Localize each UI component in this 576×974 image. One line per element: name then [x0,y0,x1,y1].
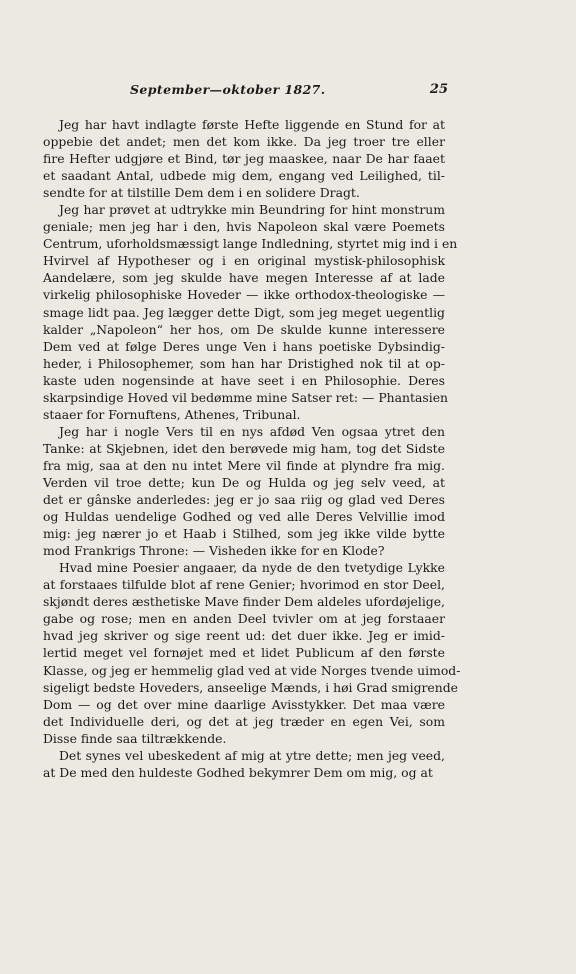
running-head [130,82,448,102]
text-line: skjøndt deres æsthetiske Mave finder Dem aldeles ufordøjelige, [43,594,445,610]
text-line: fra mig, saa at den nu intet Mere vil finde at plyndre fra mig. [43,457,445,473]
text-line: mod Frankrigs Throne: — Visheden ikke for en Klode? [43,543,385,559]
text-line: det er gânske anderledes: jeg er jo saa riig og glad ved Deres [43,492,445,508]
text-line: Aandelære, som jeg skulde have megen Interesse af at lade [43,270,445,286]
running-head-title: September—oktober 1827. [130,82,326,97]
text-line: lertid meget vel fornøjet med et lidet Publicum af den første [43,645,445,661]
text-line: sigeligt bedste Hoveders, anseelige Mænds, i høi Grad smigrende [43,679,459,695]
text-line: Dom — og det over mine daarlige Avisstykker. Det maa være [43,696,445,712]
text-line: Dem ved at følge Deres unge Ven i hans poetiske Dybsindig- [43,338,445,354]
text-line: Centrum, uforholdsmæssigt lange Indledning, styrtet mig ind i en [43,236,458,252]
text-line: geniale; men jeg har i den, hvis Napoleon skal være Poemets [43,219,445,235]
text-line: og Huldas uendelige Godhed og ved alle Deres Velvillie imod [43,509,445,525]
text-line: smage lidt paa. Jeg lægger dette Digt, som jeg meget uegentlig [43,304,445,320]
text-line: oppebie det andet; men det kom ikke. Da jeg troer tre eller [43,134,445,150]
text-line: Hvirvel af Hypotheser og i en original mystisk-philosophisk [43,253,445,269]
text-line: Verden vil troe dette; kun De og Hulda og jeg selv veed, at [43,474,445,490]
text-line: mig: jeg nærer jo et Haab i Stilhed, som jeg ikke vilde bytte [43,526,445,542]
text-line: Tanke: at Skjebnen, idet den berøvede mig ham, tog det Sidste [43,440,445,456]
text-line: fire Hefter udgjøre et Bind, tør jeg maaskee, naar De har faaet [43,151,445,167]
text-line: virkelig philosophiske Hoveder — ikke orthodox-theologiske — [43,287,445,303]
text-line: Jeg har havt indlagte første Hefte liggende en Stund for at [59,117,445,132]
text-line: at De med den huldeste Godhed bekymrer Dem om mig, og at [43,764,433,780]
text-line: kalder „Napoleon“ her hos, om De skulde kunne interessere [43,321,445,337]
text-line: Klasse, og jeg er hemmelig glad ved at vide Norges tvende uimod- [43,662,461,678]
text-line: sendte for at tilstille Dem dem i en solidere Dragt. [43,185,360,201]
page-number: 25 [429,82,448,97]
text-line: gabe og rose; men en anden Deel tvivler om at jeg forstaaer [43,611,445,627]
text-line: det Individuelle deri, og det at jeg træder en egen Vei, som [43,713,445,729]
text-line: heder, i Philosophemer, som han har Dristighed nok til at op- [43,355,445,371]
text-line: Jeg har i nogle Vers til en nys afdød Ven ogsaa ytret den [59,423,445,439]
text-line: Disse finde saa tiltrækkende. [43,730,227,746]
body-text [43,116,461,781]
text-line: hvad jeg skriver og sige reent ud: det duer ikke. Jeg er imid- [43,628,445,644]
text-line: Hvad mine Poesier angaaer, da nyde de den tvetydige Lykke [59,560,445,576]
text-line: staaer for Fornuftens, Athenes, Tribunal. [43,406,301,422]
text-line: Det synes vel ubeskedent af mig at ytre dette; men jeg veed, [59,747,445,763]
text-line: et saadant Antal, udbede mig dem, engang ved Leilighed, til- [43,168,445,184]
text-line: skarpsindige Hoved vil bedømme mine Satser ret: — Phantasien [43,389,449,405]
text-line: Jeg har prøvet at udtrykke min Beundring for hint monstrum [59,202,445,218]
text-line: at forstaaes tilfulde blot af rene Genier; hvorimod en stor Deel, [43,577,445,593]
text-line: kaste uden nogensinde at have seet i en Philosophie. Deres [43,372,445,388]
